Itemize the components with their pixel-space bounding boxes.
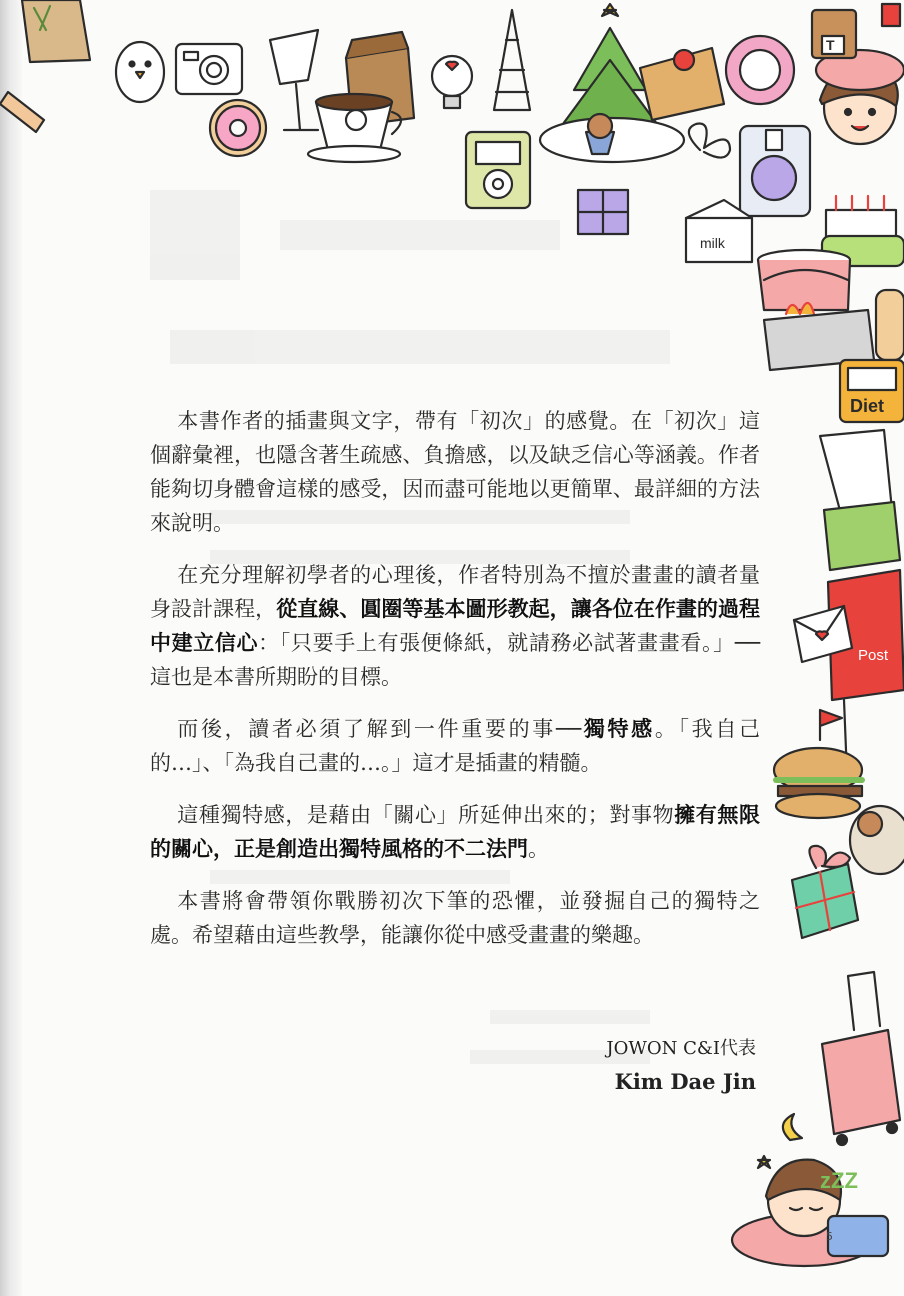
paragraph-3-bold: 獨特感 xyxy=(581,716,655,741)
signature-block xyxy=(606,1034,756,1100)
paragraph-2-bold: 從直線、圓圈等基本圖形教起，讓各位在作畫的過程中建立信心 xyxy=(150,596,761,655)
paragraph-1: 本書作者的插畫與文字，帶有「初次」的感覺。在「初次」這個辭彙裡，也隱含著生疏感、負擔感，以及缺乏信心等涵義。作者能夠切身體會這樣的感受，因而盡可能地以更簡單、最詳細的方法來說明。 xyxy=(150,409,760,535)
diet-label: Diet xyxy=(850,396,885,416)
milk-label: milk xyxy=(700,235,725,251)
post-label: Post xyxy=(858,647,889,664)
page-number: 5 xyxy=(826,1230,833,1243)
cup-letter: T xyxy=(826,37,835,53)
paragraph-4-bold: 擁有無限的關心，正是創造出獨特風格的不二法門 xyxy=(150,802,760,861)
paragraph-4: 這種獨特感，是藉由「關心」所延伸出來的；對事物擁有無限的關心，正是創造出獨特風格的不二法門。 xyxy=(150,802,760,861)
paragraph-3: 而後，讀者必須了解到一件重要的事──獨特感。「我自己的…」、「為我自己畫的…。」這才是插畫的精髓。 xyxy=(150,716,760,775)
signature-name: Kim Dae Jin xyxy=(614,1069,756,1094)
paragraph-5: 本書將會帶領你戰勝初次下筆的恐懼，並發掘自己的獨特之處。希望藉由這些教學，能讓你從中感受畫畫的樂趣。 xyxy=(150,889,760,947)
preface-body xyxy=(150,404,760,970)
signature-title: JOWON C&I代表 xyxy=(606,1038,756,1059)
paragraph-2: 在充分理解初學者的心理後，作者特別為不擅於畫畫的讀者量身設計課程，從直線、圓圈等基本圖形教起，讓各位在作畫的過程中建立信心：「只要手上有張便條紙，就請務必試著畫畫看。」──這也是本書所期盼的目標。 xyxy=(150,563,761,689)
zzz-label: zZZ xyxy=(820,1168,858,1193)
